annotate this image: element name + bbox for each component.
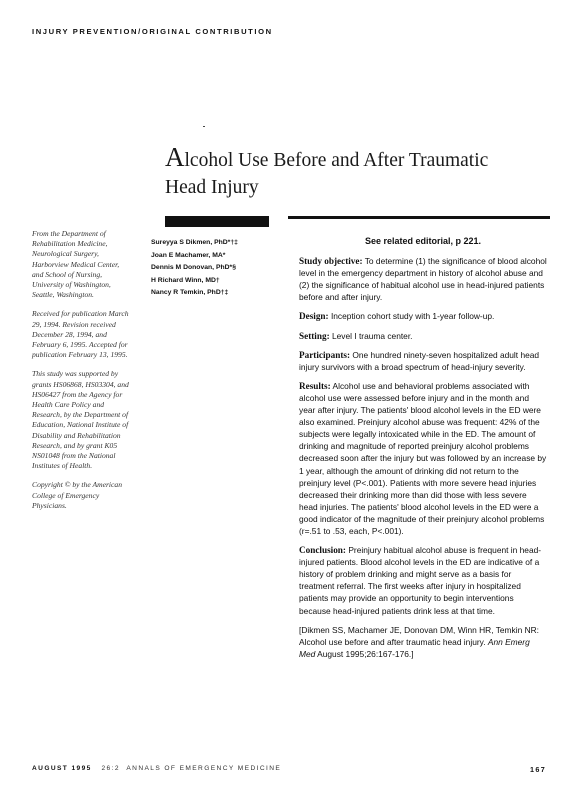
section-label: Setting: xyxy=(299,330,330,341)
author: Joan E Machamer, MA* xyxy=(151,251,226,259)
author: H Richard Winn, MD† xyxy=(151,276,220,284)
funding-note: This study was supported by grants HS06868, HS03304, and HS06427 from the Agency for Health Care Policy and Research, by the Department of Education, National Institute of Disability and Rehabilitation Research, and by grant K05 NS01048 from the National Institutes of Health. xyxy=(32,369,129,471)
section-label: Results: xyxy=(299,380,331,391)
section-text: Preinjury habitual alcohol abuse is frequent in head-injured patients. Blood alcohol levels in the ED are indicative of a history of problem drinking and might serve as a basis for treatment referral. The first weeks after injury in hospitalized patients may provide an opportunity to begin interventions because head-injured patients drink less at that time. xyxy=(299,545,542,616)
citation xyxy=(299,624,547,660)
footer-journal: ANNALS OF EMERGENCY MEDICINE xyxy=(126,765,282,772)
affiliation-notes xyxy=(32,229,132,520)
title-initial: A xyxy=(165,142,185,172)
footer-date: AUGUST 1995 xyxy=(32,765,92,772)
see-editorial-link[interactable]: See related editorial, p 221. xyxy=(364,236,482,246)
footer-volume: 26:2 xyxy=(101,765,120,772)
section-text: Level I trauma center. xyxy=(331,330,413,341)
section-label: Study objective: xyxy=(299,256,363,267)
title-rule-bar xyxy=(165,216,269,227)
abstract-results xyxy=(299,380,547,537)
abstract-rule xyxy=(288,216,550,219)
abstract-setting xyxy=(299,330,547,342)
speck xyxy=(203,126,205,127)
section-text: Inception cohort study with 1-year follow-up. xyxy=(330,311,495,322)
article-title xyxy=(165,144,545,201)
citation-text: [Dikmen SS, Machamer JE, Donovan DM, Winn HR, Temkin NR: Alcohol use before and after traumatic head injury. xyxy=(299,624,539,647)
citation-journal: Ann Emerg Med xyxy=(299,636,530,659)
received-note: Received for publication March 29, 1994. Revision received December 28, 1994, and February 6, 1995. Accepted for publication February 13, 1995. xyxy=(32,309,129,360)
section-label: Design: xyxy=(299,311,329,322)
abstract-objective xyxy=(299,255,547,303)
author-list xyxy=(151,237,271,300)
page-number: 167 xyxy=(530,765,547,774)
running-footer xyxy=(32,765,281,772)
author: Dennis M Donovan, PhD*§ xyxy=(151,264,236,272)
section-text: Alcohol use and behavioral problems associated with alcohol use were assessed before injury and in the month and year after injury. The patients' blood alcohol levels in the ED were also examined. Preinjury alcohol abuse was frequent: 42% of the subjects were legally intoxicated while in the ED. The amount of drinking and magnitude of reported preinjury alcohol problems decreased soon after the injury but was followed by an increase by 1 year, although the amount of drinking did not return to the preinjury level (P<.001). Patients with more severe head injuries decreased their drinking more than did those with less severe head injuries. The patients' blood alcohol levels in the ED were a good indicator of the magnitude of their preinjury alcohol problems (r=.51 to .53, each, P<.001). xyxy=(299,380,547,536)
copyright-note: Copyright © by the American College of Emergency Physicians. xyxy=(32,480,122,510)
abstract-conclusion xyxy=(299,544,547,617)
abstract-participants xyxy=(299,349,547,373)
citation-tail: August 1995;26:167-176.] xyxy=(315,648,414,659)
affiliation-note: From the Department of Rehabilitation Medicine, Neurological Surgery, Harborview Medical Center, and School of Nursing, University of Washington, Seattle, Washington. xyxy=(32,229,120,300)
author: Nancy R Temkin, PhD†‡ xyxy=(151,289,229,297)
running-header: INJURY PREVENTION/ORIGINAL CONTRIBUTION xyxy=(32,27,273,36)
section-label: Conclusion: xyxy=(299,545,346,556)
section-label: Participants: xyxy=(299,349,351,360)
title-line-2: Head Injury xyxy=(165,177,259,198)
section-text: To determine (1) the significance of blood alcohol level in the emergency department in history of alcohol abuse and (2) the significance of habitual alcohol use in head-injured patients before and after injury. xyxy=(299,256,547,303)
abstract-design xyxy=(299,310,547,322)
abstract xyxy=(299,235,547,667)
author: Sureyya S Dikmen, PhD*†‡ xyxy=(151,239,238,246)
title-line-1: lcohol Use Before and After Traumatic xyxy=(184,150,489,171)
section-text: One hundred ninety-seven hospitalized adult head injury survivors with a broad spectrum of head-injury severity. xyxy=(299,349,540,372)
